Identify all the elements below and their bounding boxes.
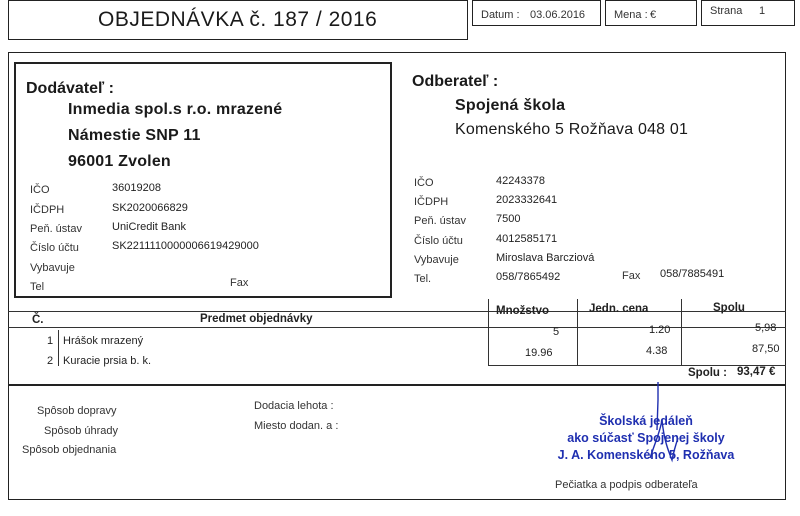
supplier-name: Inmedia spol.s r.o. mrazené [68, 101, 283, 118]
stamp-line-3: J. A. Komenského 5, Rožňava [557, 448, 735, 462]
customer-tel-label: Tel. [414, 273, 432, 285]
row-1-item: Hrášok mrazený [63, 335, 144, 347]
customer-account-label: Číslo účtu [414, 235, 463, 247]
delivery-place-label: Miesto dodan. a : [254, 420, 339, 432]
col-header-no: Č. [32, 314, 44, 326]
supplier-icdph-value: SK2020066829 [112, 202, 188, 214]
customer-fax-value: 058/7885491 [660, 268, 725, 280]
delivery-term-label: Dodacia lehota : [254, 400, 334, 412]
date-value: 03.06.2016 [530, 9, 586, 21]
signature-label: Pečiatka a podpis odberateľa [555, 479, 698, 491]
supplier-bank-label: Peň. ústav [30, 223, 82, 235]
row-2-total: 87,50 [752, 343, 780, 355]
customer-bank-label: Peň. ústav [414, 215, 466, 227]
customer-icdph-value: 2023332641 [496, 194, 558, 206]
customer-name: Spojená škola [455, 97, 566, 114]
row-2-no: 2 [47, 355, 54, 367]
table-col-divider-qty [488, 299, 489, 366]
supplier-ico-label: IČO [30, 184, 50, 196]
customer-heading: Odberateľ : [412, 73, 499, 90]
supplier-tel-label: Tel [30, 281, 45, 293]
table-col-divider-price [577, 299, 578, 366]
order-method-label: Spôsob objednania [22, 444, 117, 456]
row-2-unit-price: 4.38 [646, 345, 668, 357]
supplier-bank-value: UniCredit Bank [112, 221, 186, 233]
date-label: Datum : [481, 9, 520, 21]
supplier-city: 96001 Zvolen [68, 153, 171, 170]
supplier-fax-label: Fax [230, 277, 249, 289]
school-stamp [536, 413, 756, 464]
customer-ico-label: IČO [414, 177, 434, 189]
customer-icdph-label: IČDPH [414, 196, 449, 208]
table-col-divider-no [58, 330, 59, 366]
col-header-unit-price: Jedn. cena [589, 303, 649, 315]
stamp-line-2: ako súčasť Spojenej školy [567, 431, 725, 445]
customer-address: Komenského 5 Rožňava 048 01 [455, 121, 689, 138]
delivery-method-label: Spôsob dopravy [37, 405, 117, 417]
table-col-divider-total [681, 299, 682, 366]
col-header-qty: Množstvo [496, 305, 550, 317]
col-header-item: Predmet objednávky [200, 313, 313, 325]
currency-label: Mena : [614, 9, 648, 21]
customer-account-value: 4012585171 [496, 233, 558, 245]
customer-bank-value: 7500 [496, 213, 521, 225]
supplier-heading: Dodávateľ : [26, 80, 114, 97]
customer-handler-label: Vybavuje [414, 254, 459, 266]
row-1-qty: 5 [553, 326, 560, 338]
sum-value: 93,47 € [737, 366, 776, 378]
payment-method-label: Spôsob úhrady [44, 425, 118, 437]
currency-value: € [650, 9, 657, 21]
customer-ico-value: 42243378 [496, 175, 545, 187]
sum-label: Spolu : [688, 367, 727, 379]
page-label: Strana [710, 5, 743, 17]
table-top-border [8, 311, 786, 312]
customer-tel-value: 058/7865492 [496, 271, 561, 283]
supplier-account-value: SK2211110000006619429000 [112, 240, 259, 252]
row-1-total: 5,98 [755, 322, 777, 334]
order-title: OBJEDNÁVKA č. 187 / 2016 [98, 8, 378, 31]
page-value: 1 [759, 5, 766, 17]
row-2-item: Kuracie prsia b. k. [63, 355, 152, 367]
supplier-icdph-label: IČDPH [30, 204, 65, 216]
customer-handler-value: Miroslava Barcziová [496, 252, 595, 264]
customer-fax-label: Fax [622, 270, 641, 282]
supplier-account-label: Číslo účtu [30, 242, 79, 254]
row-1-unit-price: 1.20 [649, 324, 671, 336]
col-header-total: Spolu [713, 302, 745, 314]
supplier-ico-value: 36019208 [112, 182, 161, 194]
row-2-qty: 19.96 [525, 347, 553, 359]
supplier-street: Námestie SNP 11 [68, 127, 201, 144]
supplier-handler-label: Vybavuje [30, 262, 75, 274]
stamp-line-1: Školská jedáleň [599, 414, 693, 428]
row-1-no: 1 [47, 335, 54, 347]
